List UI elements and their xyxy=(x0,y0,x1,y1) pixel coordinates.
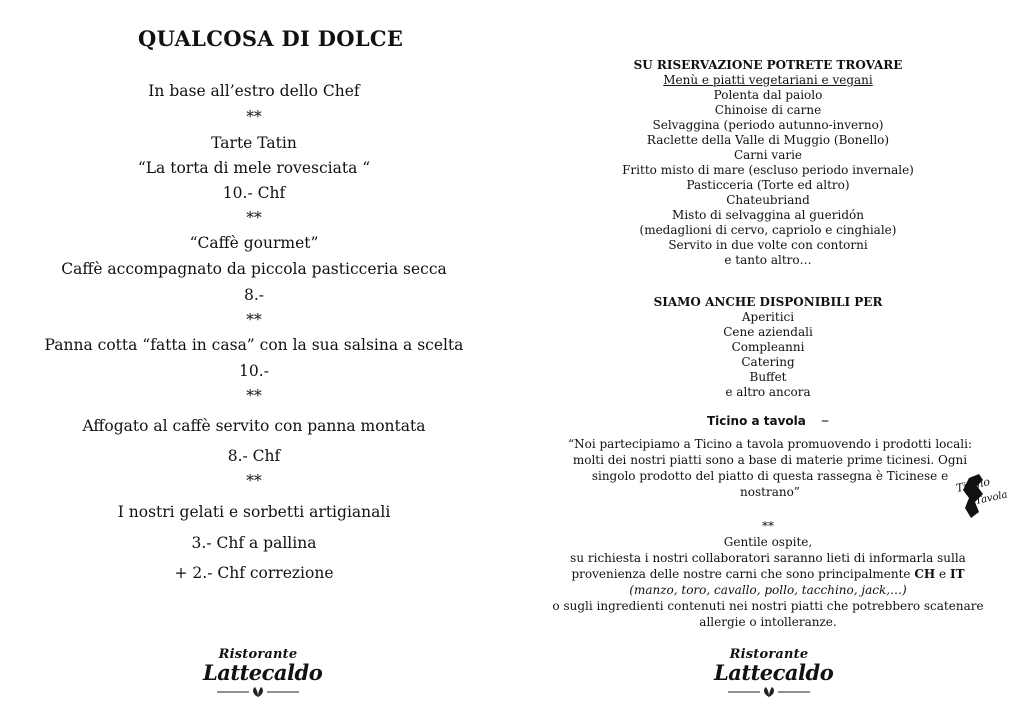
guest-greeting: Gentile ospite, xyxy=(723,535,813,549)
reservation-section xyxy=(512,57,1024,268)
reservation-item: Polenta dal paiolo xyxy=(713,88,823,102)
availability-title: SIAMO ANCHE DISPONIBILI PER xyxy=(653,295,883,309)
dish-name-affogato: Affogato al caffè servito con panna montata xyxy=(82,417,426,435)
dish-price: 3.- Chf a pallina xyxy=(191,534,317,552)
reservation-item: Chateubriand xyxy=(726,193,810,207)
origin-and: e xyxy=(935,567,950,581)
reservation-item: Menù e piatti vegetariani e vegani xyxy=(663,73,873,87)
restaurant-logo xyxy=(203,647,323,708)
ticino-title: Ticino a tavola xyxy=(707,414,806,428)
reservation-item: (medaglioni di cervo, capriolo e cinghiale) xyxy=(639,223,897,237)
reservation-item: Chinoise di carne xyxy=(714,103,822,117)
availability-item: Cene aziendali xyxy=(723,325,813,339)
availability-item: e altro ancora xyxy=(725,385,811,399)
availability-item: Compleanni xyxy=(731,340,805,354)
dish-description: Caffè accompagnato da piccola pasticceria secca xyxy=(61,260,447,278)
reservation-item: Pasticceria (Torte ed altro) xyxy=(686,178,850,192)
separator: ** xyxy=(246,311,262,329)
ticino-logo-word1: Ticino xyxy=(954,475,992,495)
availability-item: Buffet xyxy=(749,370,787,384)
dish-price: 8.- Chf xyxy=(227,447,281,465)
reservation-item: Selvaggina (periodo autunno-inverno) xyxy=(652,118,884,132)
ticino-dash: – xyxy=(820,410,829,429)
reservation-item: e tanto altro… xyxy=(724,253,812,267)
logo-line2: Lattecaldo xyxy=(714,660,834,685)
dish-price-extra: + 2.- Chf correzione xyxy=(174,564,334,582)
leaf-icon xyxy=(215,686,301,698)
dish-price: 10.- xyxy=(239,362,269,380)
availability-item: Catering xyxy=(741,355,795,369)
logo-line1: Ristorante xyxy=(218,647,298,662)
reservation-item: Raclette della Valle di Muggio (Bonello) xyxy=(646,133,890,147)
restaurant-logo xyxy=(714,647,834,708)
reservation-item: Carni varie xyxy=(733,148,803,162)
reservation-item: Misto di selvaggina al gueridón xyxy=(672,208,864,222)
availability-item: Aperitici xyxy=(741,310,795,324)
dish-name-caffe-gourmet: “Caffè gourmet” xyxy=(189,234,319,252)
dish-price: 8.- xyxy=(243,286,265,304)
ticino-quote: “Noi partecipiamo a Ticino a tavola promuovendo i prodotti locali: molti dei nostri piatti sono a base di materie prime ticinesi. Ogni singolo prodotto del piatto di questa rassegna è Ticinese e nostrano” xyxy=(567,437,972,499)
separator: ** xyxy=(246,209,262,227)
meat-types: (manzo, toro, cavallo, pollo, tacchino, jack,…) xyxy=(629,583,907,597)
guest-notice xyxy=(512,518,1024,630)
logo-line1: Ristorante xyxy=(729,647,809,662)
separator: ** xyxy=(246,108,262,126)
separator: ** xyxy=(246,472,262,490)
guest-line-origin xyxy=(512,566,1024,582)
right-page xyxy=(512,0,1024,726)
separator: ** xyxy=(762,519,774,533)
dish-description: “La torta di mele rovesciata “ xyxy=(137,159,371,177)
guest-line: su richiesta i nostri collaboratori saranno lieti di informarla sulla xyxy=(570,551,966,565)
ticino-heading xyxy=(512,410,1024,429)
guest-line-text: provenienza delle nostre carni che sono principalmente xyxy=(571,567,915,581)
reservation-item: Fritto misto di mare (escluso periodo invernale) xyxy=(622,163,914,177)
reservation-item: Servito in due volte con contorni xyxy=(668,238,868,252)
guest-line: o sugli ingredienti contenuti nei nostri piatti che potrebbero scatenare xyxy=(552,599,984,613)
ticino-a-tavola-logo xyxy=(953,472,1013,520)
dish-name-panna-cotta: Panna cotta “fatta in casa” con la sua salsina a scelta xyxy=(44,336,464,354)
dish-price: 10.- Chf xyxy=(222,184,286,202)
reservation-title: SU RISERVAZIONE POTRETE TROVARE xyxy=(633,58,903,72)
leaf-icon xyxy=(726,686,812,698)
availability-section xyxy=(512,294,1024,400)
origin-it: IT xyxy=(949,567,965,581)
logo-line2: Lattecaldo xyxy=(203,660,323,685)
page-title: QUALCOSA DI DOLCE xyxy=(138,26,404,51)
chef-inspiration-line: In base all’estro dello Chef xyxy=(148,82,360,100)
dish-name-gelati: I nostri gelati e sorbetti artigianali xyxy=(117,503,391,521)
dish-name-tarte-tatin: Tarte Tatin xyxy=(211,134,297,152)
origin-ch: CH xyxy=(914,567,936,581)
guest-line: allergie o intolleranze. xyxy=(699,615,837,629)
ticino-logo-word2: a Tavola xyxy=(965,489,1009,509)
separator: ** xyxy=(246,387,262,405)
